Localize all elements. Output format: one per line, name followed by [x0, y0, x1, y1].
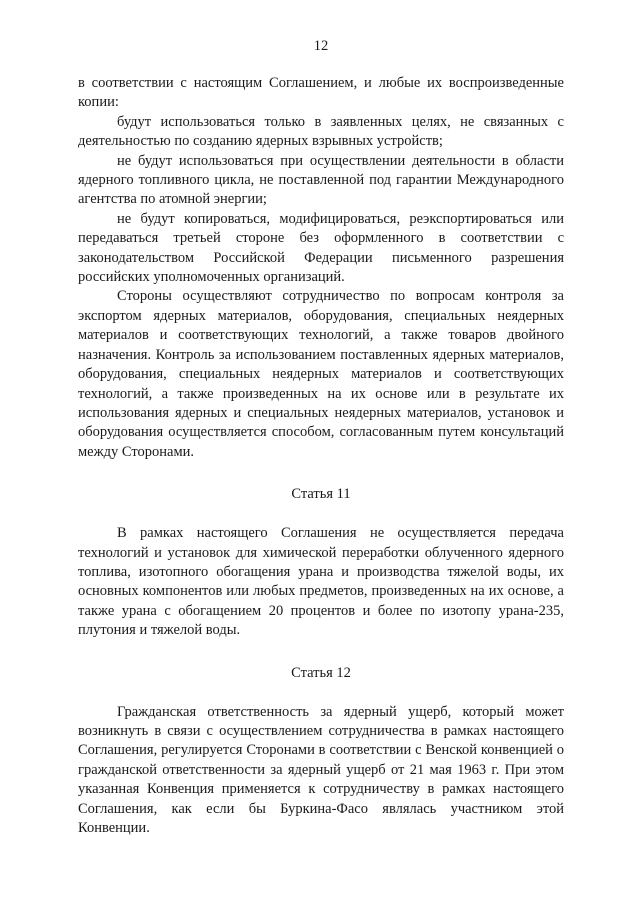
paragraph-condition-1: будут использоваться только в заявленных целях, не связанных с деятельностью по созданию ядерных взрывных устройств;: [78, 113, 564, 150]
page-number: 12: [313, 38, 329, 54]
article-11-heading: Статья 11: [291, 486, 351, 503]
article-12-heading: Статья 12: [291, 664, 351, 681]
paragraph-condition-2: не будут использоваться при осуществлении деятельности в области ядерного топливного цикла, не поставленной под гарантии Международного агентства по атомной энергии;: [78, 152, 564, 208]
paragraph-condition-3: не будут копироваться, модифицироваться, реэкспортироваться или передаваться третьей стороне без оформленного в соответствии с законодательством Российской Федерации письменного разрешения российских уполномоченных организаций.: [78, 210, 564, 286]
article-12-text: Гражданская ответственность за ядерный ущерб, который может возникнуть в связи с осуществлением сотрудничества в рамках настоящего Соглашения, регулируется Сторонами в соответствии с Венской конвенцией о гражданской ответственности за ядерный ущерб от 21 мая 1963 г. При этом указанная Конвенция применяется к сотрудничеству в рамках настоящего Соглашения, как если бы Буркина-Фасо являлась участником этой Конвенции.: [78, 703, 564, 836]
article-11-text: В рамках настоящего Соглашения не осуществляется передача технологий и установок для химической переработки облученного ядерного топлива, изотопного обогащения урана и производства тяжелой воды, их основных компонентов или любых предметов, произведенных на их основе, а также урана с обогащением 20 процентов и более по изотопу урана-235, плутония и тяжелой воды.: [78, 525, 564, 639]
paragraph-continuation: в соответствии с настоящим Соглашением, и любые их воспроизведенные копии:: [78, 75, 564, 111]
document-page: [78, 36, 564, 838]
paragraph-export-control: Стороны осуществляют сотрудничество по вопросам контроля за экспортом ядерных материалов, оборудования, специальных неядерных материалов и соответствующих технологий, а также товаров двойного назначения. Контроль за использованием поставленных ядерных материалов, оборудования, специальных неядерных материалов и соответствующих технологий, а также произведенных на их основе или в результате их использования ядерных и специальных неядерных материалов, установок и оборудования осуществляется способом, согласованным путем консультаций между Сторонами.: [78, 288, 564, 460]
